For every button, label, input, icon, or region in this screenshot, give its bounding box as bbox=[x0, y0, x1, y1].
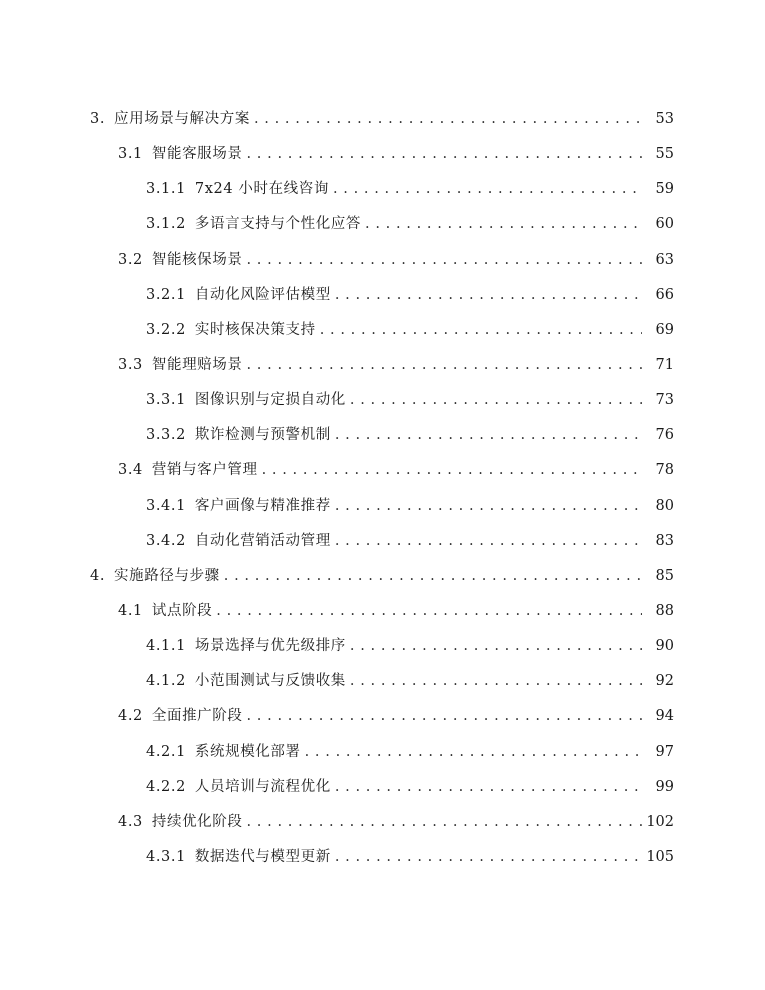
toc-entry[interactable] bbox=[0, 740, 765, 775]
toc-entry-number: 4.3 bbox=[118, 813, 143, 830]
toc-entry-number: 3.2.2 bbox=[146, 321, 186, 338]
dot-leader bbox=[350, 392, 642, 408]
toc-entry[interactable] bbox=[0, 599, 765, 634]
toc-entry-title: 试点阶段 bbox=[151, 602, 213, 619]
dot-leader bbox=[246, 814, 642, 830]
toc-entry-page-number: 102 bbox=[646, 813, 674, 830]
dot-leader bbox=[246, 708, 642, 724]
toc-entry-number: 3.2.1 bbox=[146, 286, 186, 303]
toc-entry-number: 3.3.1 bbox=[146, 392, 186, 409]
toc-entry-title: 智能核保场景 bbox=[151, 251, 243, 268]
toc-entry[interactable] bbox=[0, 669, 765, 704]
dot-leader bbox=[246, 252, 642, 268]
dot-leader bbox=[335, 498, 642, 514]
dot-leader bbox=[350, 638, 642, 654]
toc-entry-number: 3.3 bbox=[118, 356, 143, 373]
toc-entry-page-number: 105 bbox=[646, 848, 674, 865]
toc-entry-number: 3.1 bbox=[118, 146, 143, 163]
toc-entry-page-number: 53 bbox=[655, 111, 674, 127]
toc-entry-page-number: 69 bbox=[655, 321, 674, 338]
dot-leader bbox=[305, 744, 642, 760]
toc-entry[interactable] bbox=[0, 423, 765, 458]
toc-entry-title: 应用场景与解决方案 bbox=[114, 111, 250, 127]
toc-entry-page-number: 83 bbox=[655, 532, 674, 549]
toc-entry-title: 场景选择与优先级排序 bbox=[194, 638, 346, 655]
toc-entry-title: 人员培训与流程优化 bbox=[194, 778, 331, 795]
toc-entry-page-number: 88 bbox=[655, 602, 674, 619]
toc-entry-page-number: 99 bbox=[655, 778, 674, 795]
toc-entry-number: 3.1.2 bbox=[146, 216, 186, 233]
toc-entry-title: 系统规模化部署 bbox=[194, 743, 301, 760]
toc-entry-page-number: 92 bbox=[655, 673, 674, 690]
toc-entry-number: 4.1.2 bbox=[146, 673, 186, 690]
toc-entry-page-number: 71 bbox=[655, 356, 674, 373]
toc-entry-page-number: 97 bbox=[655, 743, 674, 760]
toc-entry-number: 3.4.1 bbox=[146, 497, 186, 514]
toc-entry-title: 实时核保决策支持 bbox=[194, 321, 316, 338]
toc-entry-number: 4.2 bbox=[118, 708, 143, 725]
dot-leader bbox=[365, 216, 642, 232]
toc-entry[interactable] bbox=[0, 494, 765, 529]
toc-entry-number: 3.4 bbox=[118, 462, 143, 479]
toc-entry[interactable] bbox=[0, 107, 765, 142]
toc-entry-number: 3.4.2 bbox=[146, 532, 186, 549]
toc-entry[interactable] bbox=[0, 458, 765, 493]
dot-leader bbox=[216, 603, 642, 619]
toc-entry[interactable] bbox=[0, 248, 765, 283]
toc-entry-number: 3.2 bbox=[118, 251, 143, 268]
toc-entry[interactable] bbox=[0, 353, 765, 388]
toc-entry[interactable] bbox=[0, 810, 765, 845]
dot-leader bbox=[246, 357, 642, 373]
toc-entry-title: 欺诈检测与预警机制 bbox=[194, 427, 331, 444]
toc-entry[interactable] bbox=[0, 529, 765, 564]
toc-entry-title: 持续优化阶段 bbox=[151, 813, 243, 830]
toc-entry[interactable] bbox=[0, 564, 765, 599]
toc-entry-page-number: 80 bbox=[655, 497, 674, 514]
toc-entry-page-number: 85 bbox=[655, 567, 674, 584]
toc-entry-title: 自动化风险评估模型 bbox=[194, 286, 331, 303]
toc-entry[interactable] bbox=[0, 212, 765, 247]
toc-entry-page-number: 76 bbox=[655, 427, 674, 444]
toc-entry[interactable] bbox=[0, 845, 765, 880]
toc-entry[interactable] bbox=[0, 775, 765, 810]
toc-entry-title: 实施路径与步骤 bbox=[114, 567, 220, 584]
table-of-contents bbox=[0, 107, 765, 880]
toc-entry-page-number: 60 bbox=[655, 216, 674, 233]
toc-entry-title: 自动化营销活动管理 bbox=[194, 532, 331, 549]
toc-entry[interactable] bbox=[0, 283, 765, 318]
dot-leader bbox=[224, 568, 642, 584]
toc-entry-title: 智能理赔场景 bbox=[151, 356, 243, 373]
toc-entry-number: 4. bbox=[90, 567, 106, 584]
dot-leader bbox=[254, 111, 642, 127]
toc-entry[interactable] bbox=[0, 388, 765, 423]
toc-entry-page-number: 94 bbox=[655, 708, 674, 725]
toc-entry[interactable] bbox=[0, 704, 765, 739]
toc-entry[interactable] bbox=[0, 142, 765, 177]
toc-entry-title: 多语言支持与个性化应答 bbox=[194, 216, 362, 233]
dot-leader bbox=[335, 287, 642, 303]
toc-entry-number: 4.2.1 bbox=[146, 743, 186, 760]
dot-leader bbox=[335, 779, 642, 795]
toc-entry-title: 全面推广阶段 bbox=[151, 708, 243, 725]
dot-leader bbox=[335, 533, 642, 549]
toc-entry[interactable] bbox=[0, 177, 765, 212]
toc-entry-number: 4.3.1 bbox=[146, 848, 186, 865]
toc-entry-title: 客户画像与精准推荐 bbox=[194, 497, 331, 514]
dot-leader bbox=[350, 673, 642, 689]
dot-leader bbox=[335, 427, 642, 443]
toc-entry-page-number: 59 bbox=[655, 181, 674, 198]
dot-leader bbox=[333, 181, 642, 197]
toc-entry-page-number: 66 bbox=[655, 286, 674, 303]
toc-entry-title: 图像识别与定损自动化 bbox=[194, 392, 346, 409]
toc-entry-page-number: 78 bbox=[655, 462, 674, 479]
dot-leader bbox=[335, 849, 642, 865]
toc-entry-title: 数据迭代与模型更新 bbox=[194, 848, 331, 865]
toc-entry-page-number: 73 bbox=[655, 392, 674, 409]
toc-entry-title: 智能客服场景 bbox=[151, 146, 243, 163]
toc-entry-title: 小范围测试与反馈收集 bbox=[194, 673, 346, 690]
dot-leader bbox=[262, 462, 642, 478]
toc-entry-page-number: 63 bbox=[655, 251, 674, 268]
dot-leader bbox=[246, 146, 642, 162]
dot-leader bbox=[320, 322, 642, 338]
toc-entry-number: 3.1.1 bbox=[146, 181, 186, 198]
toc-entry-number: 4.1 bbox=[118, 602, 143, 619]
toc-entry-page-number: 55 bbox=[655, 146, 674, 163]
toc-entry-page-number: 90 bbox=[655, 638, 674, 655]
toc-entry[interactable] bbox=[0, 318, 765, 353]
toc-entry-number: 3.3.2 bbox=[146, 427, 186, 444]
toc-entry[interactable] bbox=[0, 634, 765, 669]
toc-entry-number: 4.1.1 bbox=[146, 638, 186, 655]
toc-entry-title: 营销与客户管理 bbox=[151, 462, 258, 479]
toc-entry-number: 4.2.2 bbox=[146, 778, 186, 795]
toc-entry-number: 3. bbox=[90, 111, 106, 127]
toc-entry-title: 7x24 小时在线咨询 bbox=[194, 181, 329, 198]
